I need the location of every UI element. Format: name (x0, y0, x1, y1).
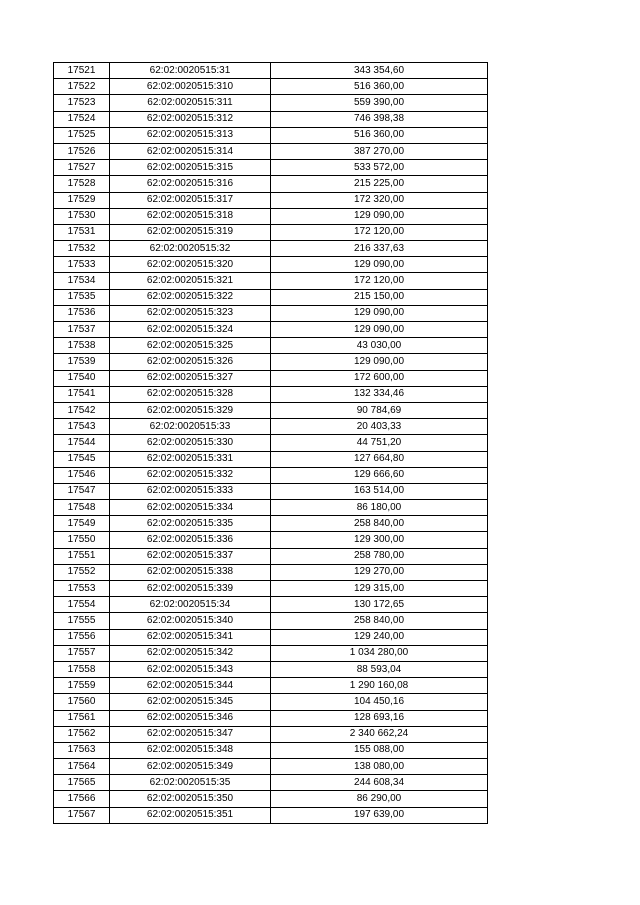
cadastral-number-cell: 62:02:0020515:33 (110, 419, 271, 435)
table-row (54, 63, 488, 79)
row-number-cell: 17556 (54, 629, 110, 645)
row-number-cell: 17531 (54, 224, 110, 240)
table-row (54, 208, 488, 224)
cadastral-value-table (53, 62, 488, 824)
table-row (54, 386, 488, 402)
cadastral-number-cell: 62:02:0020515:339 (110, 581, 271, 597)
table-row (54, 322, 488, 338)
table-row (54, 192, 488, 208)
cadastral-value-cell: 127 664,80 (271, 451, 488, 467)
cadastral-number-cell: 62:02:0020515:329 (110, 402, 271, 418)
row-number-cell: 17550 (54, 532, 110, 548)
cadastral-value-cell: 172 600,00 (271, 370, 488, 386)
row-number-cell: 17541 (54, 386, 110, 402)
cadastral-value-cell: 88 593,04 (271, 661, 488, 677)
cadastral-number-cell: 62:02:0020515:332 (110, 467, 271, 483)
row-number-cell: 17559 (54, 678, 110, 694)
cadastral-value-cell: 132 334,46 (271, 386, 488, 402)
cadastral-value-cell: 172 120,00 (271, 224, 488, 240)
cadastral-number-cell: 62:02:0020515:328 (110, 386, 271, 402)
row-number-cell: 17526 (54, 143, 110, 159)
table-row (54, 402, 488, 418)
cadastral-value-cell: 129 090,00 (271, 305, 488, 321)
row-number-cell: 17547 (54, 483, 110, 499)
cadastral-number-cell: 62:02:0020515:311 (110, 95, 271, 111)
cadastral-number-cell: 62:02:0020515:35 (110, 775, 271, 791)
table-row (54, 160, 488, 176)
row-number-cell: 17545 (54, 451, 110, 467)
table-row (54, 500, 488, 516)
table-row (54, 661, 488, 677)
row-number-cell: 17539 (54, 354, 110, 370)
cadastral-number-cell: 62:02:0020515:343 (110, 661, 271, 677)
row-number-cell: 17555 (54, 613, 110, 629)
cadastral-number-cell: 62:02:0020515:342 (110, 645, 271, 661)
cadastral-number-cell: 62:02:0020515:340 (110, 613, 271, 629)
table-row (54, 467, 488, 483)
row-number-cell: 17566 (54, 791, 110, 807)
row-number-cell: 17560 (54, 694, 110, 710)
row-number-cell: 17522 (54, 79, 110, 95)
table-row (54, 370, 488, 386)
cadastral-number-cell: 62:02:0020515:326 (110, 354, 271, 370)
cadastral-number-cell: 62:02:0020515:335 (110, 516, 271, 532)
row-number-cell: 17535 (54, 289, 110, 305)
cadastral-number-cell: 62:02:0020515:337 (110, 548, 271, 564)
row-number-cell: 17533 (54, 257, 110, 273)
cadastral-number-cell: 62:02:0020515:310 (110, 79, 271, 95)
row-number-cell: 17549 (54, 516, 110, 532)
cadastral-number-cell: 62:02:0020515:315 (110, 160, 271, 176)
cadastral-value-cell: 215 150,00 (271, 289, 488, 305)
cadastral-value-cell: 43 030,00 (271, 338, 488, 354)
cadastral-value-cell: 197 639,00 (271, 807, 488, 823)
row-number-cell: 17553 (54, 581, 110, 597)
row-number-cell: 17527 (54, 160, 110, 176)
cadastral-value-cell: 90 784,69 (271, 402, 488, 418)
cadastral-value-cell: 129 240,00 (271, 629, 488, 645)
cadastral-number-cell: 62:02:0020515:348 (110, 742, 271, 758)
cadastral-value-cell: 1 034 280,00 (271, 645, 488, 661)
cadastral-number-cell: 62:02:0020515:338 (110, 564, 271, 580)
cadastral-number-cell: 62:02:0020515:333 (110, 483, 271, 499)
cadastral-number-cell: 62:02:0020515:341 (110, 629, 271, 645)
table-row (54, 726, 488, 742)
row-number-cell: 17523 (54, 95, 110, 111)
table-row (54, 257, 488, 273)
cadastral-value-cell: 138 080,00 (271, 759, 488, 775)
table-row (54, 79, 488, 95)
row-number-cell: 17554 (54, 597, 110, 613)
table-row (54, 224, 488, 240)
row-number-cell: 17542 (54, 402, 110, 418)
cadastral-value-cell: 387 270,00 (271, 143, 488, 159)
row-number-cell: 17544 (54, 435, 110, 451)
cadastral-value-cell: 104 450,16 (271, 694, 488, 710)
row-number-cell: 17543 (54, 419, 110, 435)
cadastral-value-cell: 129 666,60 (271, 467, 488, 483)
cadastral-number-cell: 62:02:0020515:327 (110, 370, 271, 386)
cadastral-value-cell: 130 172,65 (271, 597, 488, 613)
table-row (54, 143, 488, 159)
cadastral-number-cell: 62:02:0020515:324 (110, 322, 271, 338)
cadastral-number-cell: 62:02:0020515:319 (110, 224, 271, 240)
row-number-cell: 17558 (54, 661, 110, 677)
cadastral-number-cell: 62:02:0020515:31 (110, 63, 271, 79)
cadastral-number-cell: 62:02:0020515:323 (110, 305, 271, 321)
cadastral-value-cell: 128 693,16 (271, 710, 488, 726)
cadastral-number-cell: 62:02:0020515:316 (110, 176, 271, 192)
cadastral-value-cell: 155 088,00 (271, 742, 488, 758)
cadastral-value-cell: 533 572,00 (271, 160, 488, 176)
row-number-cell: 17525 (54, 127, 110, 143)
cadastral-value-cell: 86 180,00 (271, 500, 488, 516)
table-row (54, 645, 488, 661)
cadastral-value-cell: 172 320,00 (271, 192, 488, 208)
cadastral-value-cell: 559 390,00 (271, 95, 488, 111)
cadastral-number-cell: 62:02:0020515:32 (110, 241, 271, 257)
table-row (54, 354, 488, 370)
table-row (54, 597, 488, 613)
cadastral-value-cell: 343 354,60 (271, 63, 488, 79)
cadastral-number-cell: 62:02:0020515:349 (110, 759, 271, 775)
row-number-cell: 17548 (54, 500, 110, 516)
table-row (54, 710, 488, 726)
cadastral-value-cell: 129 270,00 (271, 564, 488, 580)
table-row (54, 419, 488, 435)
row-number-cell: 17564 (54, 759, 110, 775)
row-number-cell: 17534 (54, 273, 110, 289)
table-row (54, 775, 488, 791)
cadastral-value-cell: 86 290,00 (271, 791, 488, 807)
cadastral-value-cell: 244 608,34 (271, 775, 488, 791)
cadastral-value-cell: 129 090,00 (271, 257, 488, 273)
row-number-cell: 17538 (54, 338, 110, 354)
cadastral-number-cell: 62:02:0020515:350 (110, 791, 271, 807)
cadastral-value-cell: 258 840,00 (271, 613, 488, 629)
table-row (54, 176, 488, 192)
table-row (54, 581, 488, 597)
row-number-cell: 17565 (54, 775, 110, 791)
cadastral-number-cell: 62:02:0020515:34 (110, 597, 271, 613)
table-row (54, 127, 488, 143)
cadastral-number-cell: 62:02:0020515:336 (110, 532, 271, 548)
cadastral-number-cell: 62:02:0020515:346 (110, 710, 271, 726)
row-number-cell: 17529 (54, 192, 110, 208)
cadastral-value-cell: 129 090,00 (271, 208, 488, 224)
table-row (54, 111, 488, 127)
cadastral-number-cell: 62:02:0020515:351 (110, 807, 271, 823)
row-number-cell: 17530 (54, 208, 110, 224)
table-row (54, 241, 488, 257)
cadastral-value-cell: 129 300,00 (271, 532, 488, 548)
cadastral-number-cell: 62:02:0020515:314 (110, 143, 271, 159)
cadastral-number-cell: 62:02:0020515:345 (110, 694, 271, 710)
cadastral-number-cell: 62:02:0020515:330 (110, 435, 271, 451)
row-number-cell: 17524 (54, 111, 110, 127)
table-row (54, 678, 488, 694)
cadastral-number-cell: 62:02:0020515:313 (110, 127, 271, 143)
row-number-cell: 17552 (54, 564, 110, 580)
cadastral-number-cell: 62:02:0020515:321 (110, 273, 271, 289)
row-number-cell: 17528 (54, 176, 110, 192)
cadastral-number-cell: 62:02:0020515:331 (110, 451, 271, 467)
row-number-cell: 17540 (54, 370, 110, 386)
table-row (54, 305, 488, 321)
cadastral-value-cell: 215 225,00 (271, 176, 488, 192)
cadastral-value-cell: 172 120,00 (271, 273, 488, 289)
table-row (54, 742, 488, 758)
cadastral-number-cell: 62:02:0020515:347 (110, 726, 271, 742)
table-row (54, 451, 488, 467)
cadastral-value-cell: 20 403,33 (271, 419, 488, 435)
cadastral-value-cell: 163 514,00 (271, 483, 488, 499)
row-number-cell: 17521 (54, 63, 110, 79)
cadastral-value-cell: 1 290 160,08 (271, 678, 488, 694)
table-row (54, 483, 488, 499)
table-row (54, 791, 488, 807)
table-row (54, 564, 488, 580)
cadastral-number-cell: 62:02:0020515:317 (110, 192, 271, 208)
table-row (54, 532, 488, 548)
table-row (54, 273, 488, 289)
cadastral-value-cell: 258 780,00 (271, 548, 488, 564)
table-row (54, 629, 488, 645)
cadastral-number-cell: 62:02:0020515:322 (110, 289, 271, 305)
cadastral-value-cell: 129 315,00 (271, 581, 488, 597)
cadastral-value-cell: 746 398,38 (271, 111, 488, 127)
table-row (54, 694, 488, 710)
row-number-cell: 17532 (54, 241, 110, 257)
cadastral-value-cell: 129 090,00 (271, 354, 488, 370)
cadastral-value-cell: 258 840,00 (271, 516, 488, 532)
row-number-cell: 17562 (54, 726, 110, 742)
row-number-cell: 17546 (54, 467, 110, 483)
cadastral-value-cell: 216 337,63 (271, 241, 488, 257)
cadastral-value-cell: 44 751,20 (271, 435, 488, 451)
table-row (54, 759, 488, 775)
row-number-cell: 17536 (54, 305, 110, 321)
cadastral-value-cell: 2 340 662,24 (271, 726, 488, 742)
row-number-cell: 17551 (54, 548, 110, 564)
row-number-cell: 17563 (54, 742, 110, 758)
table-row (54, 338, 488, 354)
table-row (54, 613, 488, 629)
table-row (54, 289, 488, 305)
cadastral-value-cell: 129 090,00 (271, 322, 488, 338)
table-row (54, 548, 488, 564)
row-number-cell: 17537 (54, 322, 110, 338)
cadastral-number-cell: 62:02:0020515:312 (110, 111, 271, 127)
table-body (54, 63, 488, 824)
table-row (54, 516, 488, 532)
table-row (54, 807, 488, 823)
cadastral-number-cell: 62:02:0020515:344 (110, 678, 271, 694)
table-row (54, 95, 488, 111)
row-number-cell: 17557 (54, 645, 110, 661)
cadastral-value-cell: 516 360,00 (271, 79, 488, 95)
row-number-cell: 17567 (54, 807, 110, 823)
cadastral-value-cell: 516 360,00 (271, 127, 488, 143)
row-number-cell: 17561 (54, 710, 110, 726)
cadastral-number-cell: 62:02:0020515:318 (110, 208, 271, 224)
cadastral-number-cell: 62:02:0020515:320 (110, 257, 271, 273)
cadastral-number-cell: 62:02:0020515:325 (110, 338, 271, 354)
cadastral-number-cell: 62:02:0020515:334 (110, 500, 271, 516)
table-row (54, 435, 488, 451)
